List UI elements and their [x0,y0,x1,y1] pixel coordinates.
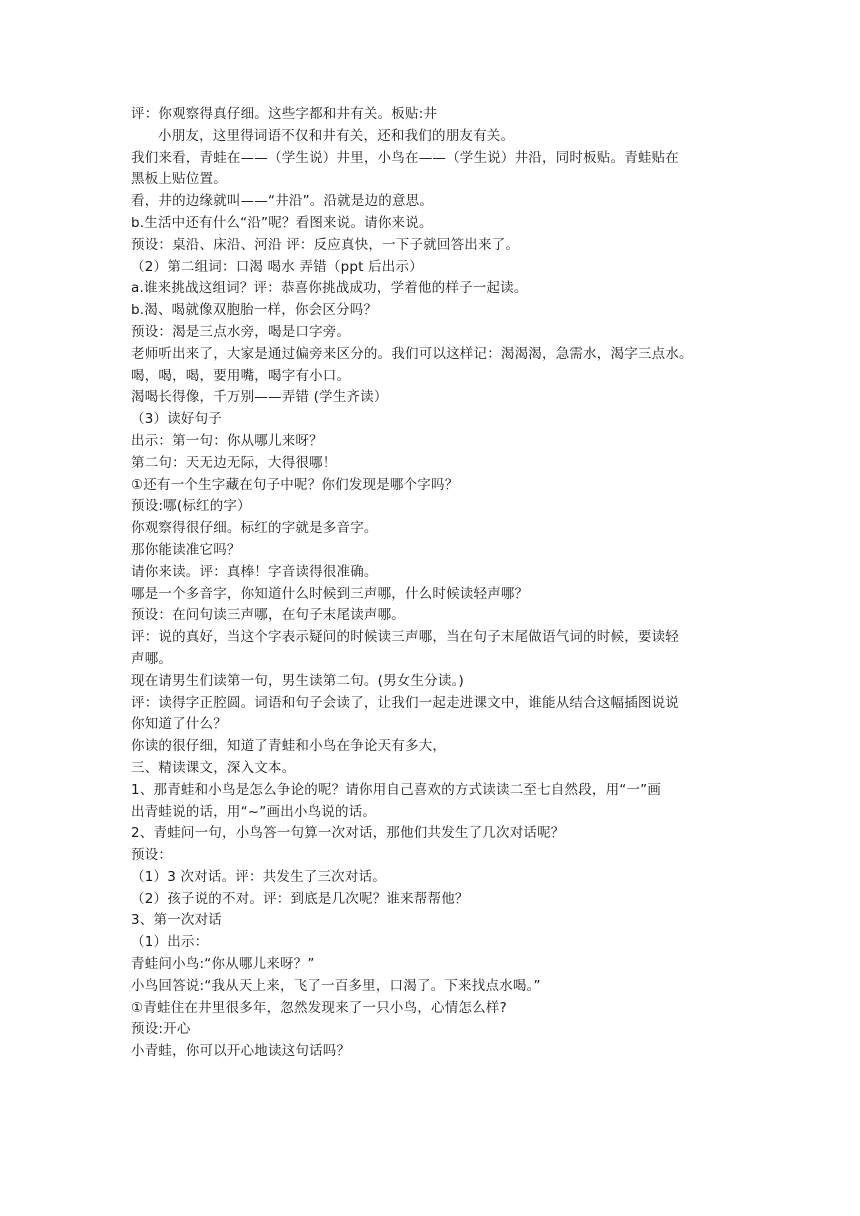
text-line: （2）第二组词：口渴 喝水 弄错（ppt 后出示） [131,258,423,275]
text-line: 小青蛙，你可以开心地读这句话吗？ [131,1043,351,1060]
text-line: ①青蛙住在井里很多年，忽然发现来了一只小鸟，心情怎么样? [131,999,507,1016]
text-line: 1、那青蛙和小鸟是怎么争论的呢？请你用自己喜欢的方式读读二至七自然段，用“一”画 [131,781,662,798]
text-line: 老师听出来了，大家是通过偏旁来区分的。我们可以这样记：渴渴渴，急需水，渴字三点水。 [131,345,693,362]
text-line: 小鸟回答说:“我从天上来，飞了一百多里，口渴了。下来找点水喝。” [131,977,541,994]
text-line: 请你来读。评：真棒！字音读得很准确。 [131,563,378,580]
text-line: 那你能读准它吗？ [131,541,241,558]
text-line: 评：读得字正腔圆。词语和句子会读了，让我们一起走进课文中，谁能从结合这幅插图说说 [131,694,679,711]
text-line: 我们来看，青蛙在——（学生说）井里，小鸟在——（学生说）井沿，同时板贴。青蛙贴在 [131,149,679,166]
text-line: 3、第一次对话 [131,912,222,929]
text-line: 看，井的边缘就叫——“井沿”。沿就是边的意思。 [131,193,434,210]
text-line: （1）3 次对话。评：共发生了三次对话。 [131,868,386,885]
text-line: a.谁来挑战这组词？评：恭喜你挑战成功，学着他的样子一起读。 [131,280,528,297]
text-line: b.渴、喝就像双胞胎一样，你会区分吗？ [131,302,378,319]
text-line: 黑板上贴位置。 [131,171,227,188]
text-line: 喝，喝，喝，要用嘴，喝字有小口。 [131,367,351,384]
text-line: 评：说的真好，当这个字表示疑问的时候读三声哪，当在句子末尾做语气词的时候，要读轻 [131,629,679,646]
document-body [131,104,733,1063]
text-line: 预设：桌沿、床沿、河沿 评：反应真快，一下子就回答出来了。 [131,236,520,253]
text-line: 青蛙问小鸟:“你从哪儿来呀？” [131,956,315,973]
text-line: （3）读好句子 [131,411,222,428]
text-line: 出示：第一句：你从哪儿来呀？ [131,432,323,449]
text-line: （2）孩子说的不对。评：到底是几次呢？谁来帮帮他？ [131,890,469,907]
text-line: 声哪。 [131,650,173,667]
text-line: 小朋友，这里得词语不仅和井有关，还和我们的朋友有关。 [158,127,515,144]
text-line: 三、精读课文，深入文本。 [131,759,296,776]
text-line: 哪是一个多音字，你知道什么时候到三声哪，什么时候读轻声哪？ [131,585,529,602]
text-line: 出青蛙说的话，用“~”画出小鸟说的话。 [131,803,377,820]
text-line: 预设：在问句读三声哪，在句子末尾读声哪。 [131,607,405,624]
text-line: 你知道了什么？ [131,716,227,733]
text-line: 你读的很仔细，知道了青蛙和小鸟在争论天有多大， [131,738,447,755]
text-line: （1）出示： [131,934,209,951]
text-line: 现在请男生们读第一句，男生读第二句。(男女生分读。) [131,672,464,689]
text-line: ①还有一个生字藏在句子中呢？你们发现是哪个字吗？ [131,476,459,493]
text-line: 渴喝长得像，千万别——弄错 (学生齐读） [131,389,388,406]
text-line: 你观察得很仔细。标红的字就是多音字。 [131,520,378,537]
text-line: 预设:哪(标红的字） [131,498,251,515]
text-line: 评：你观察得真仔细。这些字都和井有关。板贴:井 [131,106,438,122]
text-line: 第二句：天无边无际，大得很哪！ [131,454,337,471]
text-line: 预设:开心 [131,1021,191,1038]
text-line: 预设： [131,847,173,864]
text-line: 预设：渴是三点水旁，喝是口字旁。 [131,323,351,340]
text-line: 2、青蛙问一句，小鸟答一句算一次对话，那他们共发生了几次对话呢？ [131,825,565,842]
text-line: b.生活中还有什么“沿”呢？看图来说。请你来说。 [131,214,433,231]
